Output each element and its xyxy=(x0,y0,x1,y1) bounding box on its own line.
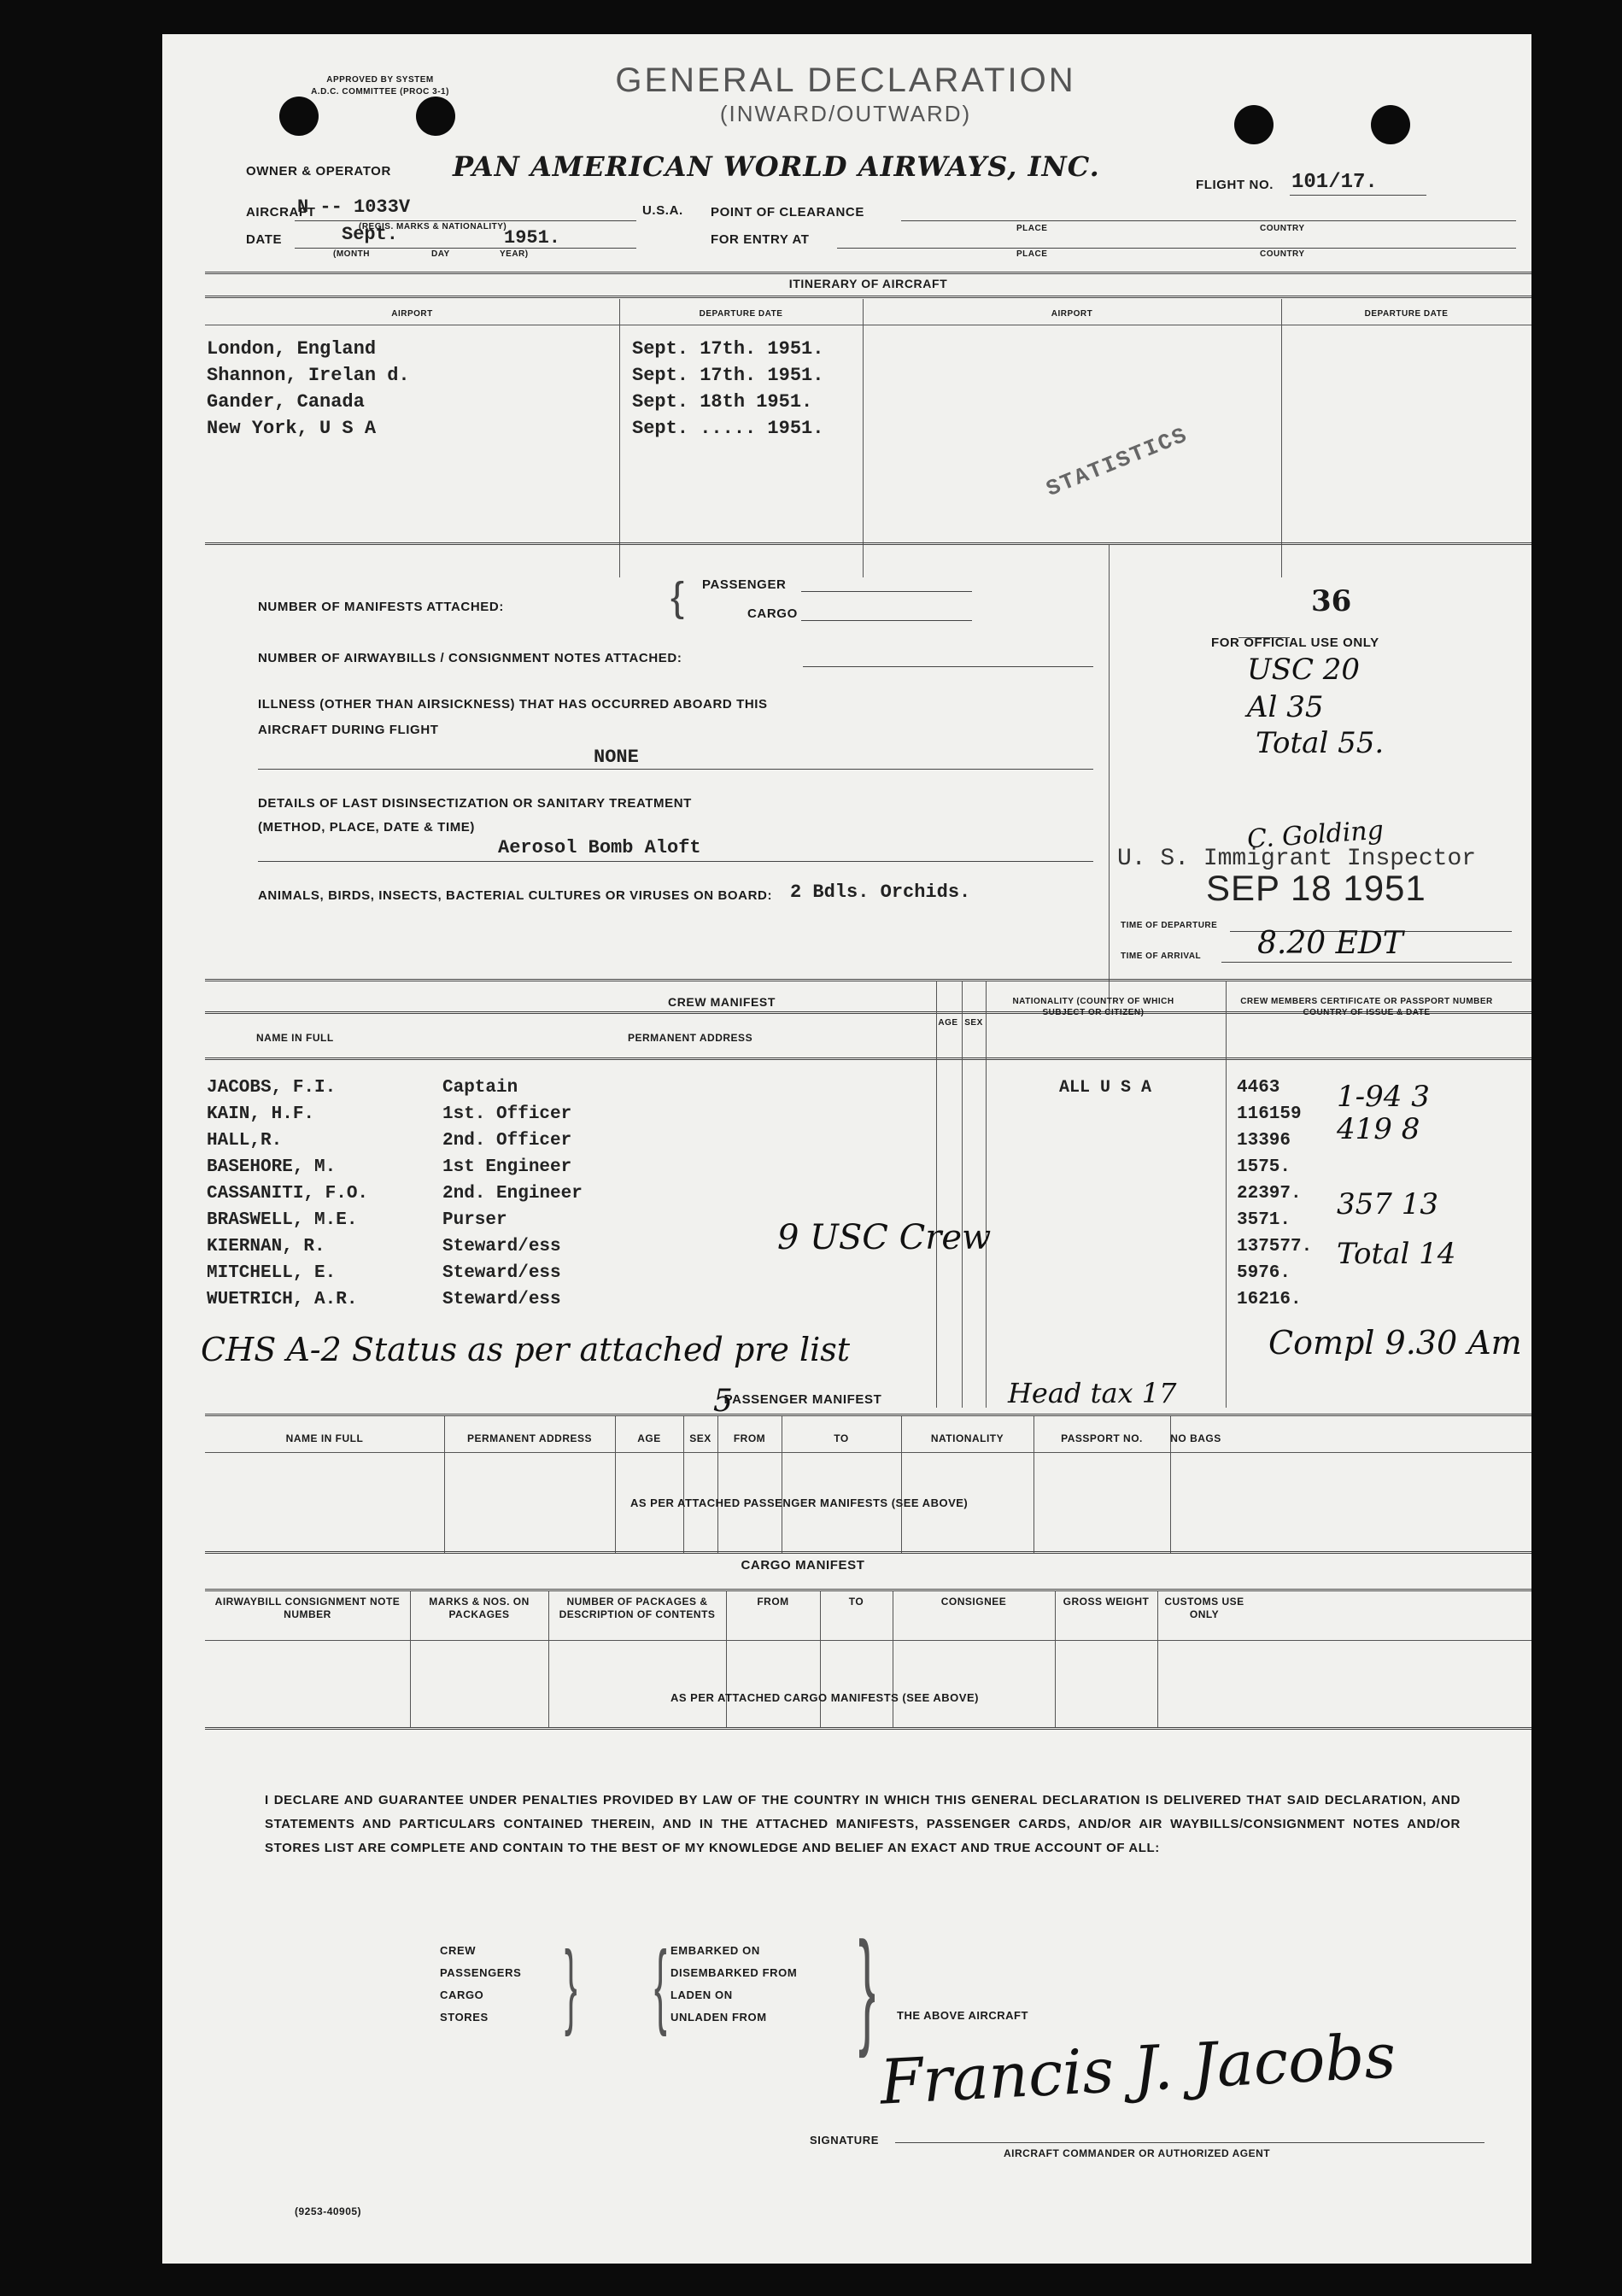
col-departure-2: DEPARTURE DATE xyxy=(1364,309,1449,319)
disinsect-label-2: (METHOD, PLACE, DATE & TIME) xyxy=(258,820,476,835)
passenger-col-header: PASSPORT NO. xyxy=(1061,1432,1143,1444)
arrival-time-label: TIME OF ARRIVAL xyxy=(1121,952,1202,961)
country-label-2: COUNTRY xyxy=(1260,249,1305,259)
brace-mid: { xyxy=(654,1932,667,2037)
place-label: PLACE xyxy=(1016,224,1048,233)
itinerary-airport: London, England xyxy=(207,338,377,360)
passenger-col-header: NO BAGS xyxy=(1170,1432,1221,1444)
statistics-stamp: STATISTICS xyxy=(1042,422,1192,502)
inspector-title: U. S. Immigrant Inspector xyxy=(1117,846,1477,872)
punch-hole xyxy=(1371,105,1410,144)
cargo-col-divider xyxy=(1055,1590,1056,1727)
crew-name: MITCHELL, E. xyxy=(207,1263,337,1283)
crew-col-nationality: NATIONALITY (COUNTRY OF WHICH SUBJECT OR CITIZEN) xyxy=(1012,997,1174,1017)
declaration-category: CREW xyxy=(440,1944,477,1957)
col-airport-2: AIRPORT xyxy=(1051,309,1093,319)
itinerary-departure-date: Sept. 17th. 1951. xyxy=(632,338,824,360)
crew-col-address: PERMANENT ADDRESS xyxy=(628,1032,753,1044)
itinerary-airport: New York, U S A xyxy=(207,418,377,439)
official-number: 36 xyxy=(1311,584,1352,618)
crew-role: 2nd. Engineer xyxy=(442,1184,583,1204)
declaration-text: I DECLARE AND GUARANTEE UNDER PENALTIES PROVIDED BY LAW OF THE COUNTRY IN WHICH THIS GENERAL DECLARATION IS DELIVERED THAT SAID DECLARATION, AND STATEMENTS AND PARTICULARS CONTAINED THEREIN, AND IN THE ATTACHED MANIFESTS, PASSENGER CARDS, AND/OR AIR WAYBILLS/CONSIGNMENT NOTES AND/OR STORES LIST ARE COMPLETE AND CONTAIN TO THE BEST OF MY KNOWLEDGE AND BELIEF AN EXACT AND TRUE ACCOUNT OF ALL: xyxy=(265,1793,1461,1855)
departure-time-label: TIME OF DEPARTURE xyxy=(1121,921,1218,930)
passenger-col-header: PERMANENT ADDRESS xyxy=(466,1432,593,1444)
crew-name: BASEHORE, M. xyxy=(207,1157,337,1177)
crew-name: HALL,R. xyxy=(207,1131,283,1151)
cargo-note: AS PER ATTACHED CARGO MANIFESTS (SEE ABOVE) xyxy=(670,1691,979,1704)
crew-name: KAIN, H.F. xyxy=(207,1104,315,1124)
disinsect-label: DETAILS OF LAST DISINSECTIZATION OR SANITARY TREATMENT xyxy=(258,796,692,811)
passenger-hw-five: 5 xyxy=(713,1384,733,1419)
crew-role: Steward/ess xyxy=(442,1237,561,1256)
itinerary-departure-date: Sept. 17th. 1951. xyxy=(632,365,824,386)
manifests-label: NUMBER OF MANIFESTS ATTACHED: xyxy=(258,600,504,614)
owner-label: OWNER & OPERATOR xyxy=(246,164,391,179)
crew-cert: 13396 xyxy=(1237,1131,1291,1151)
passenger-col-divider xyxy=(444,1416,445,1553)
cargo-col-header: GROSS WEIGHT xyxy=(1063,1596,1150,1608)
crew-name: CASSANITI, F.O. xyxy=(207,1184,369,1204)
arrival-stamp-date: SEP 18 1951 xyxy=(1206,868,1426,908)
declaration-category: PASSENGERS xyxy=(440,1966,522,1979)
signature-label: SIGNATURE xyxy=(810,2134,879,2147)
illness-value: NONE xyxy=(594,747,639,768)
punch-hole xyxy=(279,97,319,136)
itinerary-title: ITINERARY OF AIRCRAFT xyxy=(788,277,948,290)
crew-role: 1st Engineer xyxy=(442,1157,572,1177)
date-year: 1951. xyxy=(504,227,561,249)
official-note-1: USC 20 xyxy=(1247,653,1361,687)
illness-label-2: AIRCRAFT DURING FLIGHT xyxy=(258,723,439,737)
passenger-col-header: TO xyxy=(834,1432,849,1444)
itinerary-departure-date: Sept. ..... 1951. xyxy=(632,418,824,439)
cargo-col-header: CUSTOMS USE ONLY xyxy=(1164,1596,1244,1620)
passenger-col-divider xyxy=(1170,1416,1171,1553)
punch-hole xyxy=(1234,105,1274,144)
brace-left: } xyxy=(565,1932,577,2037)
crew-cert: 4463 xyxy=(1237,1078,1280,1098)
crew-cert: 5976. xyxy=(1237,1263,1291,1283)
crew-hw-count: 9 USC Crew xyxy=(777,1218,992,1257)
itinerary-airport: Gander, Canada xyxy=(207,391,365,413)
crew-hw-number: Total 14 xyxy=(1337,1237,1456,1271)
flight-label: FLIGHT NO. xyxy=(1196,178,1274,192)
crew-col-age: AGE xyxy=(938,1018,958,1028)
crew-col-sex: SEX xyxy=(964,1018,983,1028)
passenger-col-header: NATIONALITY xyxy=(930,1432,1004,1444)
crew-hw-number: 357 13 xyxy=(1337,1187,1438,1221)
cargo-col-header: TO xyxy=(848,1596,864,1608)
date-sub-month: (MONTH xyxy=(333,249,370,259)
crew-cert: 137577. xyxy=(1237,1237,1313,1256)
crew-role: Steward/ess xyxy=(442,1263,561,1283)
crew-hw-number: 1-94 3 xyxy=(1337,1080,1430,1114)
crew-name: KIERNAN, R. xyxy=(207,1237,325,1256)
brace-right: } xyxy=(858,1915,876,2059)
passenger-hw-headtax: Head tax 17 xyxy=(1008,1377,1177,1409)
passenger-note: AS PER ATTACHED PASSENGER MANIFESTS (SEE ABOVE) xyxy=(630,1496,969,1509)
crew-cert: 22397. xyxy=(1237,1184,1302,1204)
itinerary-airport: Shannon, Irelan d. xyxy=(207,365,410,386)
approved-note-2: A.D.C. COMMITTEE (PROC 3-1) xyxy=(311,87,449,97)
itinerary-departure-date: Sept. 18th 1951. xyxy=(632,391,813,413)
cargo-col-divider xyxy=(726,1590,727,1727)
flight-value: 101/17. xyxy=(1291,171,1378,194)
passenger-label: PASSENGER xyxy=(702,577,787,592)
crew-nationality-all: ALL U S A xyxy=(1059,1078,1152,1098)
passenger-col-header: SEX xyxy=(689,1432,711,1444)
col-airport: AIRPORT xyxy=(391,309,433,319)
crew-role: Captain xyxy=(442,1078,518,1098)
airwaybills-label: NUMBER OF AIRWAYBILLS / CONSIGNMENT NOTES ATTACHED: xyxy=(258,651,682,665)
country-label: COUNTRY xyxy=(1260,224,1305,233)
cargo-col-header: AIRWAYBILL CONSIGNMENT NOTE NUMBER xyxy=(214,1596,401,1620)
form-title: GENERAL DECLARATION xyxy=(615,62,1076,99)
passenger-col-header: NAME IN FULL xyxy=(285,1432,364,1444)
declaration-sheet xyxy=(162,34,1531,2264)
animals-value: 2 Bdls. Orchids. xyxy=(790,882,971,903)
crew-name: JACOBS, F.I. xyxy=(207,1078,337,1098)
passenger-col-divider xyxy=(901,1416,902,1553)
arrival-time-value: 8.20 EDT xyxy=(1257,926,1403,961)
cargo-title: CARGO MANIFEST xyxy=(741,1558,865,1573)
crew-name: BRASWELL, M.E. xyxy=(207,1210,358,1230)
place-label-2: PLACE xyxy=(1016,249,1048,259)
aircraft-value: N -- 1033V xyxy=(297,196,411,218)
date-sub-day: DAY xyxy=(431,249,450,259)
inspector-signature: C. Golding xyxy=(1245,815,1385,855)
official-label: FOR OFFICIAL USE ONLY xyxy=(1211,636,1379,650)
owner-value: PAN AMERICAN WORLD AIRWAYS, INC. xyxy=(453,150,1100,183)
date-month: Sept. xyxy=(342,224,399,245)
passenger-col-header: AGE xyxy=(637,1432,661,1444)
passenger-col-header: FROM xyxy=(733,1432,766,1444)
crew-cert: 116159 xyxy=(1237,1104,1302,1124)
clearance-label: POINT OF CLEARANCE xyxy=(711,205,864,220)
brace: { xyxy=(670,575,685,620)
crew-role: Steward/ess xyxy=(442,1290,561,1309)
usa-label: U.S.A. xyxy=(642,203,683,218)
crew-role: Purser xyxy=(442,1210,507,1230)
illness-label: ILLNESS (OTHER THAN AIRSICKNESS) THAT HAS OCCURRED ABOARD THIS xyxy=(258,697,768,712)
cargo-col-divider xyxy=(820,1590,821,1727)
form-number: (9253-40905) xyxy=(295,2205,362,2217)
declaration-category: CARGO xyxy=(440,1988,484,2001)
crew-col-name: NAME IN FULL xyxy=(256,1032,334,1044)
aircraft-label: AIRCRAFT xyxy=(246,205,316,220)
crew-role: 1st. Officer xyxy=(442,1104,572,1124)
official-note-3: Total 55. xyxy=(1256,726,1385,760)
crew-name: WUETRICH, A.R. xyxy=(207,1290,358,1309)
crew-hw-compl: Compl 9.30 Am xyxy=(1268,1324,1522,1362)
col-departure: DEPARTURE DATE xyxy=(699,309,783,319)
passenger-col-divider xyxy=(615,1416,616,1553)
official-note-2: Al 35 xyxy=(1247,690,1324,724)
crew-title: CREW MANIFEST xyxy=(667,995,776,1009)
crew-cert: 1575. xyxy=(1237,1157,1291,1177)
cargo-col-divider xyxy=(548,1590,549,1727)
crew-col-cert: CREW MEMBERS CERTIFICATE OR PASSPORT NUMBER COUNTRY OF ISSUE & DATE xyxy=(1240,997,1493,1017)
declaration-category: STORES xyxy=(440,2011,489,2024)
declaration-movement: LADEN ON xyxy=(670,1988,733,2001)
punch-hole xyxy=(416,97,455,136)
animals-label: ANIMALS, BIRDS, INSECTS, BACTERIAL CULTURES OR VIRUSES ON BOARD: xyxy=(258,888,773,903)
disinsect-value: Aerosol Bomb Aloft xyxy=(498,837,701,858)
entry-label: FOR ENTRY AT xyxy=(711,232,810,247)
cargo-col-header: NUMBER OF PACKAGES & DESCRIPTION OF CONTENTS xyxy=(559,1596,716,1620)
cargo-col-header: FROM xyxy=(757,1596,789,1608)
crew-hw-number: 419 8 xyxy=(1337,1112,1420,1146)
date-label: DATE xyxy=(246,232,283,247)
declaration-movement: EMBARKED ON xyxy=(670,1944,760,1957)
crew-cert: 3571. xyxy=(1237,1210,1291,1230)
commander-signature: Francis J. Jacobs xyxy=(878,2019,1398,2118)
cargo-col-header: MARKS & NOS. ON PACKAGES xyxy=(429,1596,530,1620)
date-sub-year: YEAR) xyxy=(500,249,529,259)
cargo-label: CARGO xyxy=(747,606,798,621)
passenger-title: PASSENGER MANIFEST xyxy=(723,1392,882,1407)
declaration-movement: DISEMBARKED FROM xyxy=(670,1966,798,1979)
crew-cert: 16216. xyxy=(1237,1290,1302,1309)
form-subtitle: (INWARD/OUTWARD) xyxy=(719,101,972,126)
signer-label: AIRCRAFT COMMANDER OR AUTHORIZED AGENT xyxy=(1004,2147,1271,2159)
passenger-col-divider xyxy=(717,1416,718,1553)
passenger-col-divider xyxy=(683,1416,684,1553)
approved-note: APPROVED BY SYSTEM xyxy=(326,75,434,85)
crew-role: 2nd. Officer xyxy=(442,1131,572,1151)
cargo-col-divider xyxy=(410,1590,411,1727)
above-aircraft: THE ABOVE AIRCRAFT xyxy=(897,2009,1028,2022)
cargo-col-divider xyxy=(1157,1590,1158,1727)
cargo-col-header: CONSIGNEE xyxy=(940,1596,1007,1608)
aircraft-sub: (REGIS. MARKS & NATIONALITY) xyxy=(359,222,507,231)
crew-hw-status: CHS A-2 Status as per attached pre list xyxy=(201,1331,851,1368)
declaration-movement: UNLADEN FROM xyxy=(670,2011,767,2024)
